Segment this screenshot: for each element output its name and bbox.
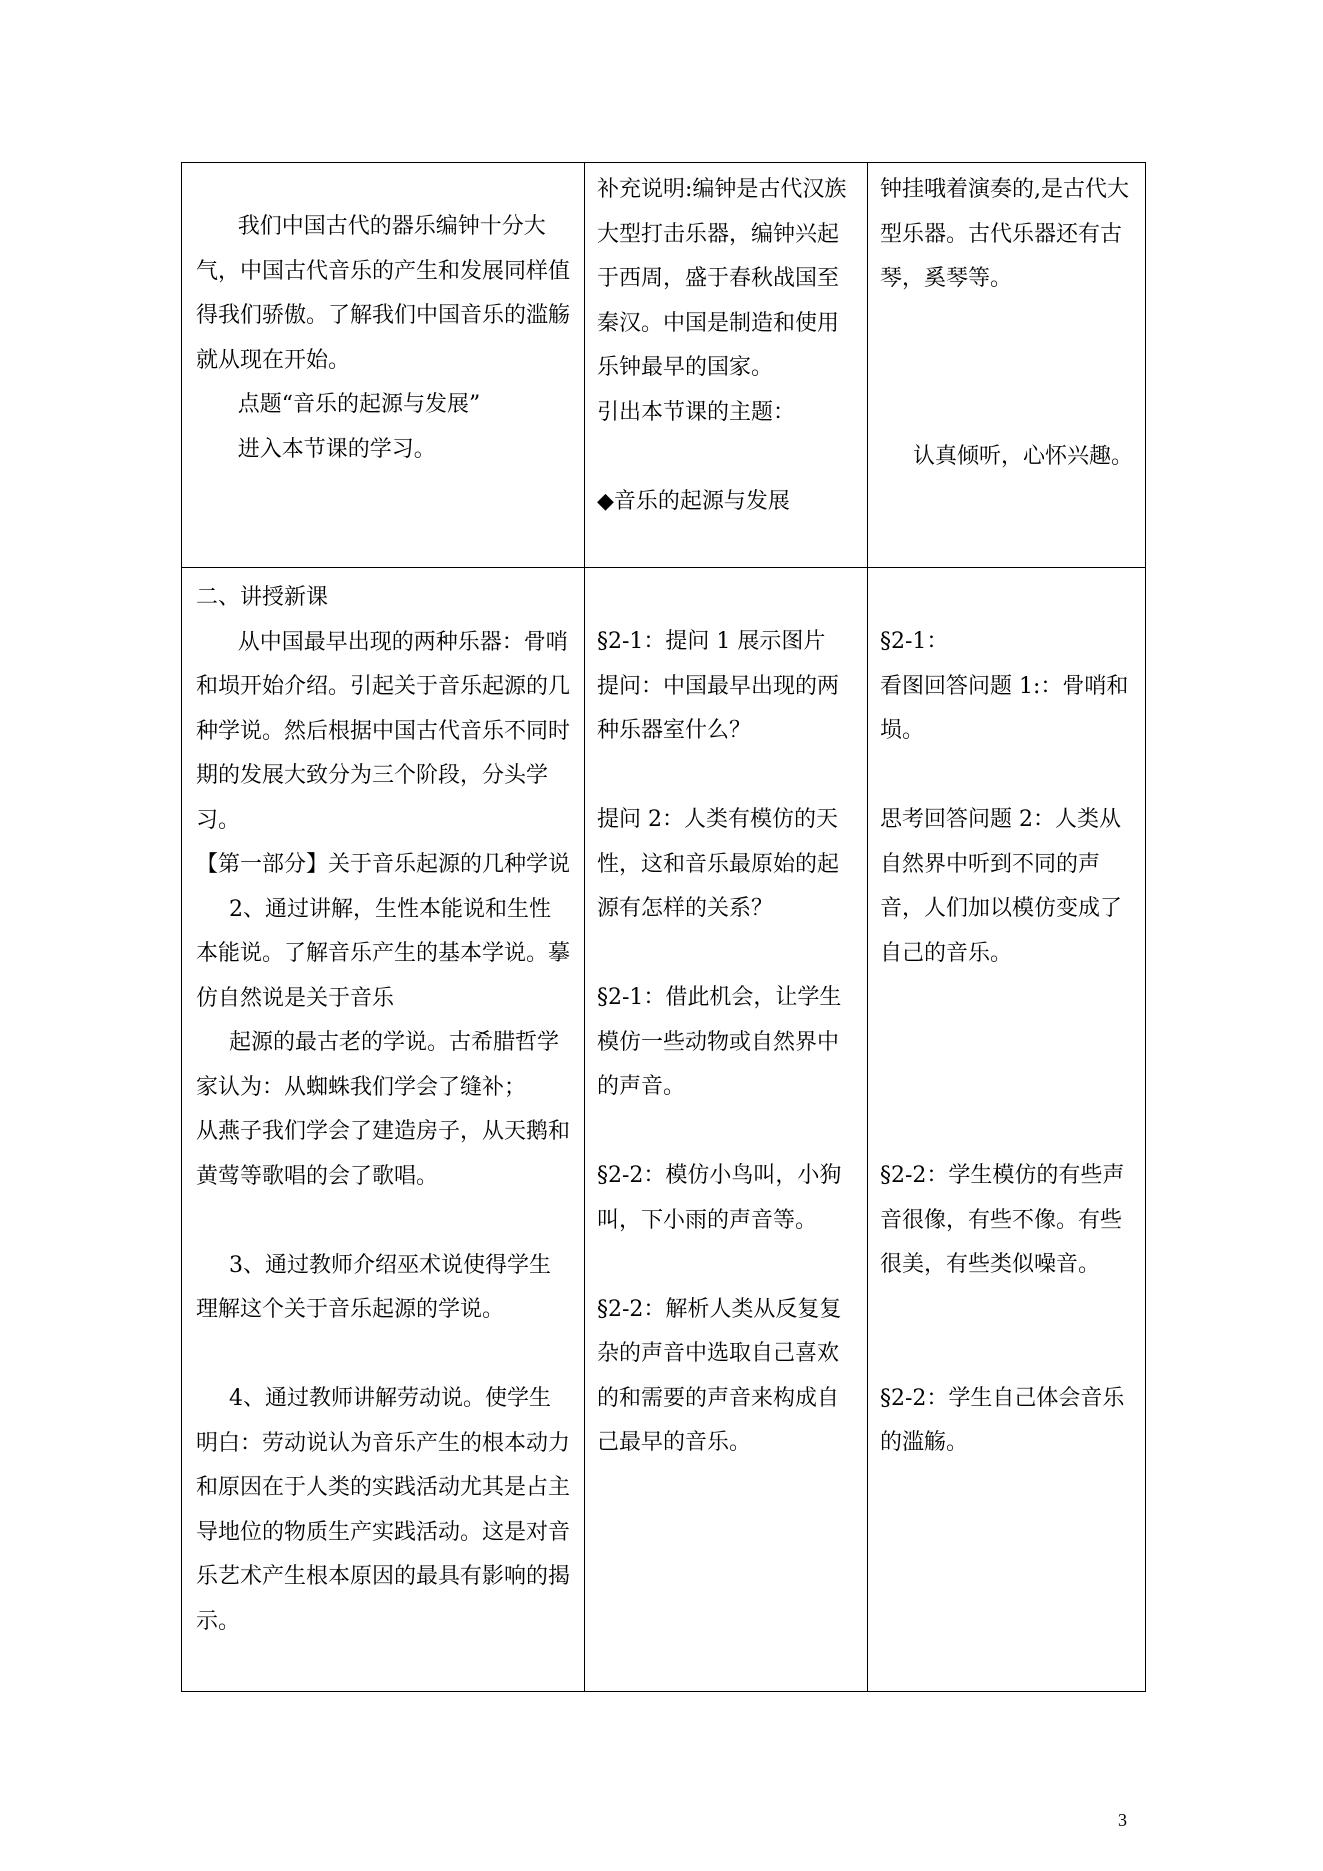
answer-2-text: 思考回答问题 2：人类从自然界中听到不同的声音，人们加以模仿变成了自己的音乐。 [880, 807, 1123, 966]
teacher-activity-cell [585, 568, 868, 1692]
teaching-content-cell [182, 568, 585, 1692]
imitation-prompt: §2-1：借此机会，让学生模仿一些动物或自然界中的声音。 [597, 985, 842, 1099]
point-2-continued: 起源的最古老的学说。古希腊哲学家认为：从蜘蛛我们学会了缝补； [196, 1030, 560, 1100]
lesson-topic: ◆音乐的起源与发展 [597, 488, 790, 514]
page-number: 3 [1118, 1810, 1127, 1830]
question-1-heading: §2-1：提问 1 展示图片 [597, 629, 826, 654]
point-3-paragraph: 3、通过教师介绍巫术说使得学生理解这个关于音乐起源的学说。 [196, 1252, 551, 1322]
imitation-examples: §2-2：模仿小鸟叫，小狗叫，下小雨的声音等。 [597, 1163, 842, 1233]
section-heading: 二、讲授新课 [196, 585, 329, 610]
intro-paragraph: 我们中国古代的器乐编钟十分大气，中国古代音乐的产生和发展同样值得我们骄傲。了解我们中国音乐的滥觞就从现在开始。 [196, 214, 571, 373]
student-activity-cell [868, 568, 1146, 1692]
point-4-paragraph: 4、通过教师讲解劳动说。使学生明白：劳动说认为音乐产生的根本动力和原因在于人类的实践活动尤其是占主导地位的物质生产实践活动。这是对音乐艺术产生根本原因的最具有影响的揭示。 [196, 1386, 571, 1634]
analysis-text: §2-2：解析人类从反复复杂的声音中选取自己喜欢的和需要的声音来构成自己最早的音乐。 [597, 1296, 842, 1455]
teaching-content-cell [182, 163, 585, 568]
instrument-note: 钟挂哦着演奏的,是古代大型乐器。古代乐器还有古琴，奚琴等。 [880, 177, 1129, 291]
student-activity-cell [868, 163, 1146, 568]
enter-lesson-line: 进入本节课的学习。 [237, 436, 436, 462]
new-lesson-intro: 从中国最早出现的两种乐器：骨哨和埙开始介绍。引起关于音乐起源的几种学说。然后根据中国古代音乐不同时期的发展大致分为三个阶段，分头学习。 [196, 629, 571, 833]
table-row-new-lesson [182, 568, 1146, 1692]
listen-note: 认真倾听，心怀兴趣。 [912, 444, 1133, 469]
imitation-feedback: §2-2：学生模仿的有些声音很像，有些不像。有些很美，有些类似噪音。 [880, 1163, 1125, 1277]
topic-line: 点题“音乐的起源与发展” [237, 392, 481, 417]
supplement-note: 补充说明:编钟是古代汉族大型打击乐器，编钟兴起于西周，盛于春秋战国至秦汉。中国是制造和使用乐钟最早的国家。 [597, 177, 847, 380]
point-2-ending: 从燕子我们学会了建造房子，从天鹅和黄莺等歌唱的会了歌唱。 [196, 1119, 571, 1189]
answer-1-text: 看图回答问题 1:：骨哨和埙。 [880, 673, 1129, 743]
lead-topic-line: 引出本节课的主题： [597, 399, 796, 425]
reflection-text: §2-2：学生自己体会音乐的滥觞。 [880, 1385, 1125, 1455]
teacher-activity-cell [585, 163, 868, 568]
question-1-text: 提问：中国最早出现的两种乐器室什么？ [597, 673, 840, 743]
question-2-text: 提问 2：人类有模仿的天性，这和音乐最原始的起源有怎样的关系？ [597, 807, 840, 921]
answer-1-heading: §2-1： [880, 629, 949, 654]
lesson-plan-table [181, 162, 1146, 1692]
part-one-heading: 【第一部分】关于音乐起源的几种学说 [196, 852, 571, 877]
table-row-intro [182, 163, 1146, 568]
point-2-paragraph: 2、通过讲解，生性本能说和生性本能说。了解音乐产生的基本学说。摹仿自然说是关于音乐 [196, 896, 571, 1011]
